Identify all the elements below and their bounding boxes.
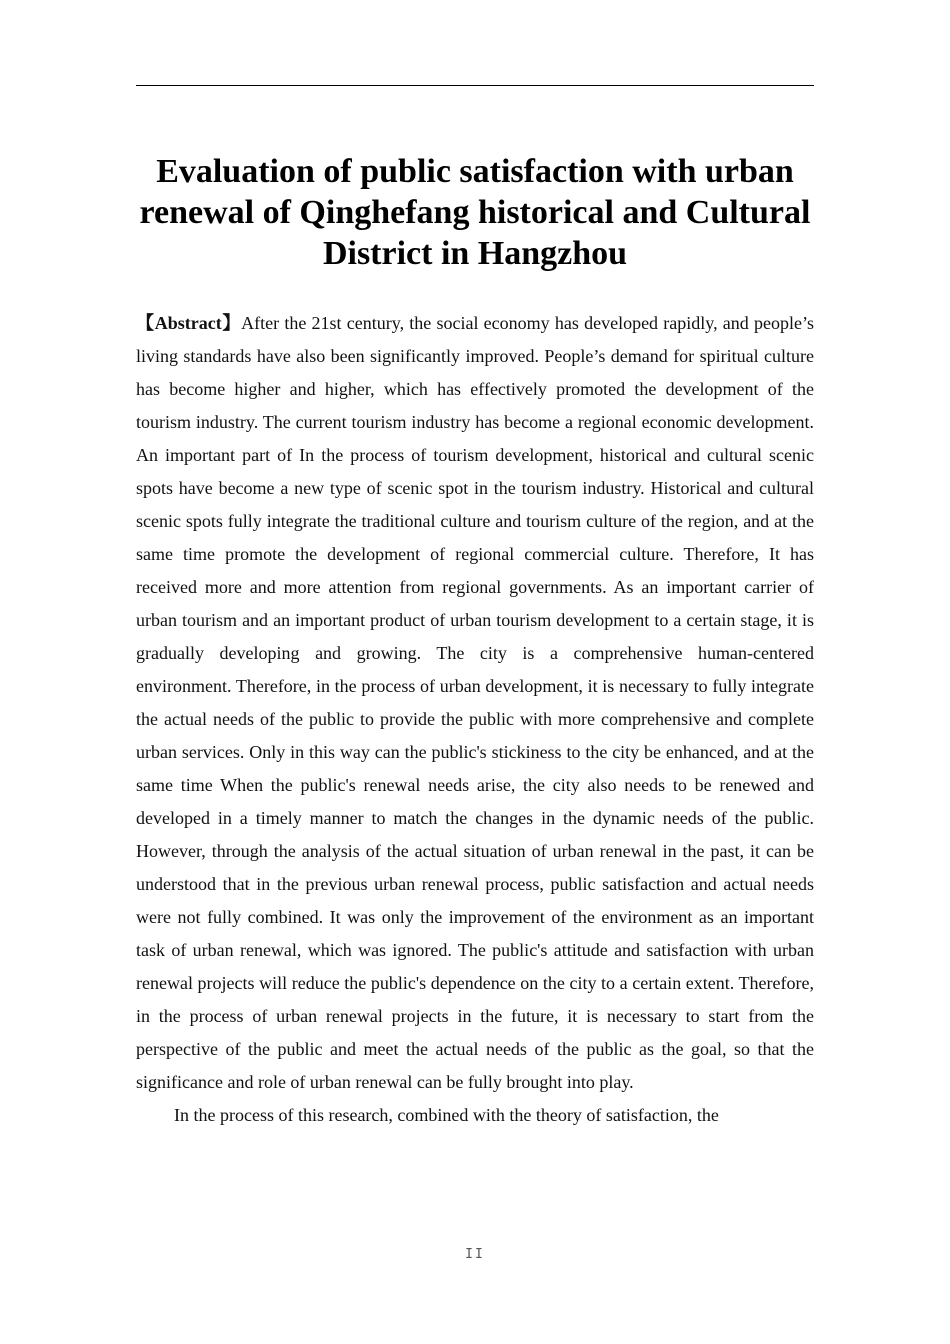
abstract-label: 【Abstract】	[136, 313, 242, 333]
document-title: Evaluation of public satisfaction with urban renewal of Qinghefang historical and Cultural District in Hangzhou	[139, 153, 811, 272]
abstract-text: After the 21st century, the social economy has developed rapidly, and people’s living standards have also been significantly improved. People’s demand for spiritual culture has become higher and higher, which has effectively promoted the development of the tourism industry. The current tourism industry has become a regional economic development. An important part of In the process of tourism development, historical and cultural scenic spots have become a new type of scenic spot in the tourism industry. Historical and cultural scenic spots fully integrate the traditional culture and tourism culture of the region, and at the same time promote the development of regional commercial culture. Therefore, It has received more and more attention from regional governments. As an important carrier of urban tourism and an important product of urban tourism development to a certain stage, it is gradually developing and growing. The city is a comprehensive human-centered environment. Therefore, in the process of urban development, it is necessary to fully integrate the actual needs of the public to provide the public with more comprehensive and complete urban services. Only in this way can the public's stickiness to the city be enhanced, and at the same time When the public's renewal needs arise, the city also needs to be renewed and developed in a timely manner to match the changes in the dynamic needs of the public. However, through the analysis of the actual situation of urban renewal in the past, it can be understood that in the previous urban renewal process, public satisfaction and actual needs were not fully combined. It was only the improvement of the environment as an important task of urban renewal, which was ignored. The public's attitude and satisfaction with urban renewal projects will reduce the public's dependence on the city to a certain extent. Therefore, in the process of urban renewal projects in the future, it is necessary to start from the perspective of the public and meet the actual needs of the public as the goal, so that the significance and role of urban renewal can be fully brought into play.	[136, 313, 814, 1092]
abstract-paragraph	[136, 307, 814, 1099]
header-rule	[136, 85, 814, 86]
second-paragraph: In the process of this research, combined with the theory of satisfaction, the	[174, 1105, 719, 1125]
page-number: II	[465, 1247, 485, 1262]
abstract-body	[136, 307, 814, 1132]
